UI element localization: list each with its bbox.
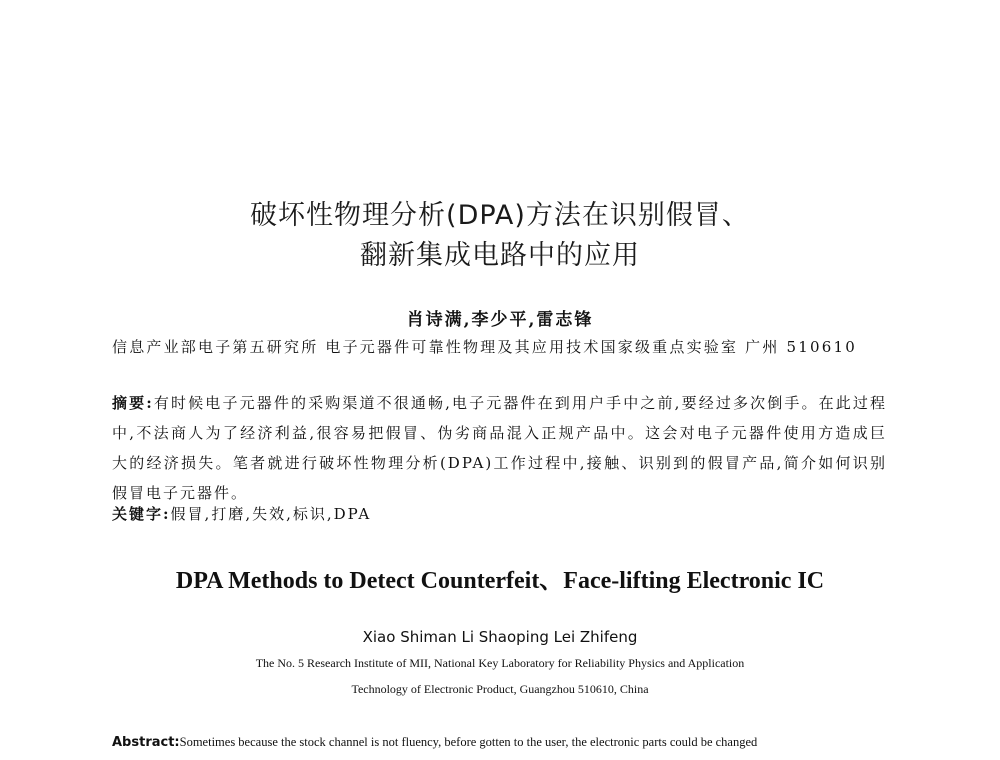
- keywords-cn-text: 假冒,打磨,失效,标识,DPA: [170, 505, 372, 523]
- title-cn-line-2: 翻新集成电路中的应用: [360, 240, 640, 271]
- affiliation-en-line-2: Technology of Electronic Product, Guangzhou 510610, China: [351, 682, 649, 696]
- abstract-en-text: Sometimes because the stock channel is not fluency, before gotten to the user, the electronic parts could be changed: [179, 735, 758, 749]
- authors-cn: 肖诗满,李少平,雷志锋: [406, 310, 594, 330]
- keywords-cn: [112, 503, 887, 524]
- authors-en: Xiao Shiman Li Shaoping Lei Zhifeng: [362, 628, 638, 646]
- abstract-cn-label: 摘要:: [112, 394, 154, 412]
- title-cn-line-1: 破坏性物理分析(DPA)方法在识别假冒、: [250, 200, 750, 231]
- affiliation-cn: 信息产业部电子第五研究所 电子元器件可靠性物理及其应用技术国家级重点实验室 广州 510610: [112, 338, 857, 356]
- keywords-cn-label: 关键字:: [112, 505, 171, 523]
- abstract-cn: [112, 388, 887, 508]
- title-en: DPA Methods to Detect Counterfeit、Face-lifting Electronic IC: [175, 568, 825, 594]
- affiliation-en-line-1: The No. 5 Research Institute of MII, National Key Laboratory for Reliability Physics and Application: [255, 656, 745, 670]
- abstract-cn-text: 有时候电子元器件的采购渠道不很通畅,电子元器件在到用户手中之前,要经过多次倒手。在此过程中,不法商人为了经济利益,很容易把假冒、伪劣商品混入正规产品中。这会对电子元器件使用方造成巨大的经济损失。笔者就进行破坏性物理分析(DPA)工作过程中,接触、识别到的假冒产品,简介如何识别假冒电子元器件。: [112, 394, 887, 502]
- abstract-en-label: Abstract:: [112, 735, 180, 750]
- abstract-en: [112, 735, 892, 750]
